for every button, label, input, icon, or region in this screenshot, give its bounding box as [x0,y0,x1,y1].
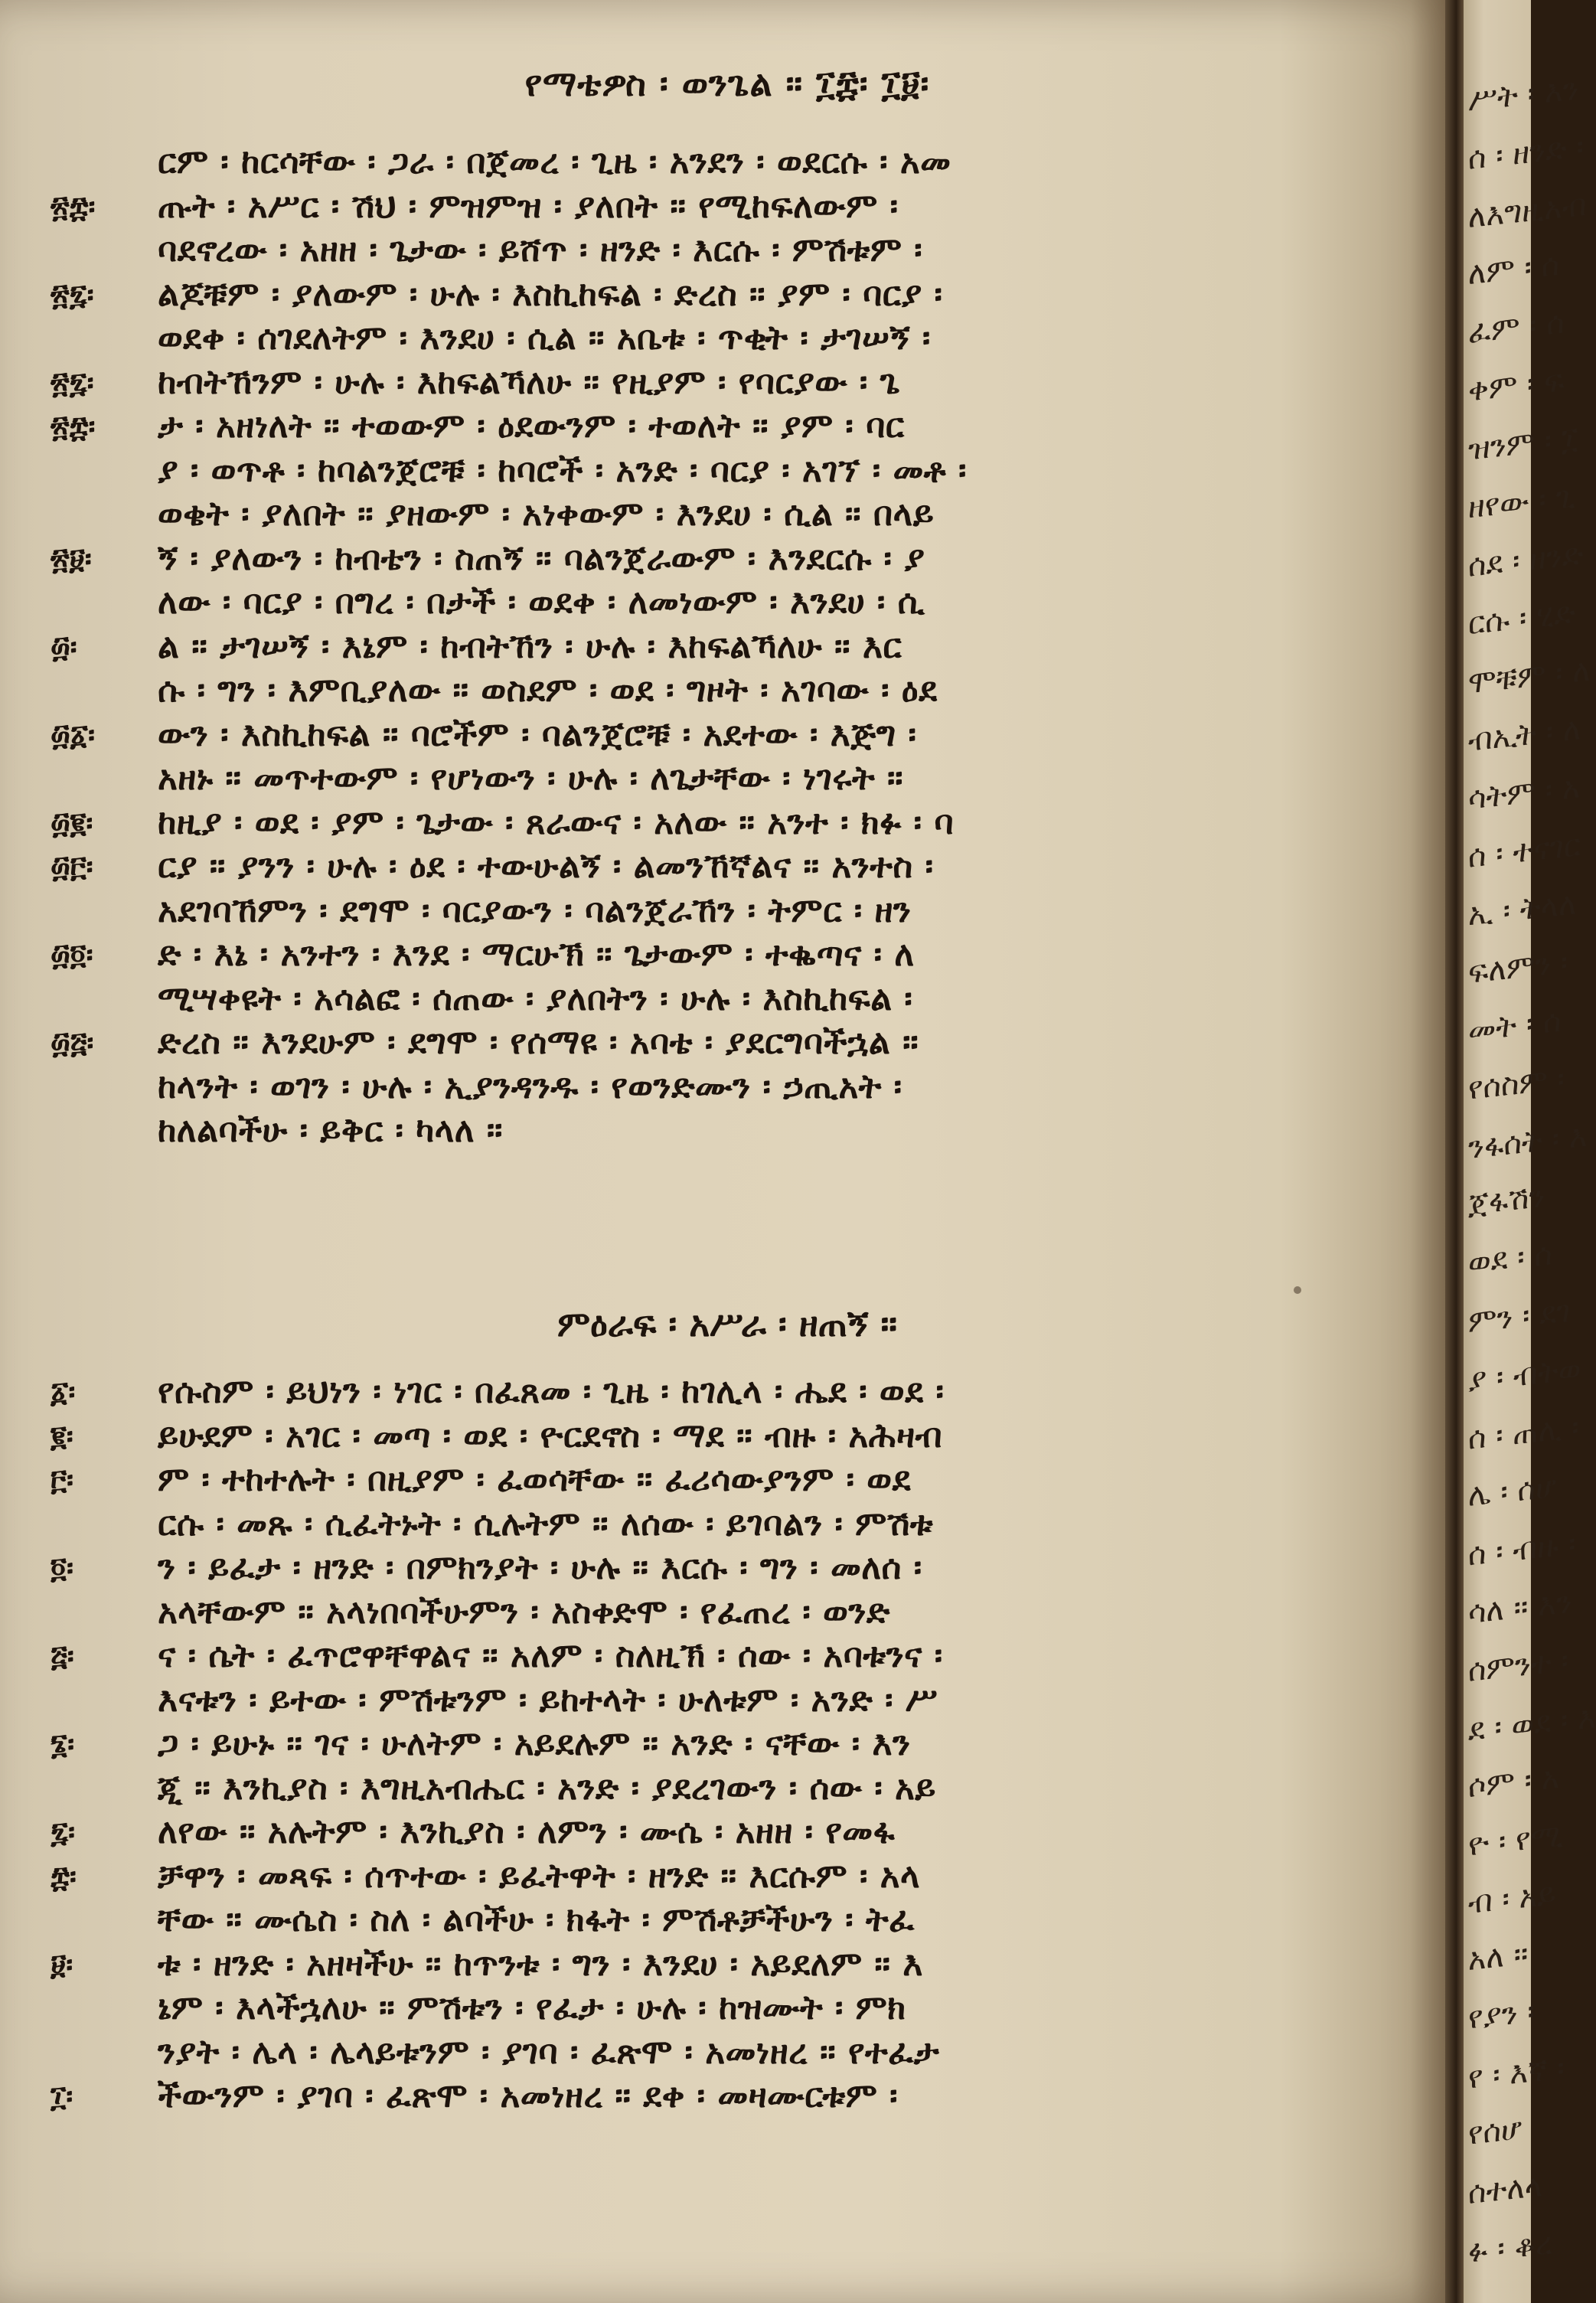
verse-number: ፳፯፡ [51,277,94,312]
text-line: ለየው ። አሉትም ፡ እንኪያስ ፡ ለምን ፡ ሙሴ ፡ አዘዘ ፡ የመፋ [158,1812,896,1851]
verse-number: ፫፡ [51,1463,73,1497]
verse-number: ፮፡ [51,1727,75,1761]
next-page-text-fragment: ኢ ፡ ትላለ [1468,886,1577,933]
next-page-text-fragment: ምን ፡ ደገ [1468,1293,1571,1341]
verse-number: ፲፡ [51,2079,73,2113]
text-line: ንያት ፡ ሌላ ፡ ሌላይቱንም ፡ ያገባ ፡ ፈጽሞ ፡ አመነዘረ ። የተፈታ [158,2032,940,2072]
verse-number: ፳፰፡ [51,410,96,443]
verse-number: ፳፱፡ [51,541,92,576]
next-page-text-fragment: ሳለ ። እን [1468,1584,1572,1632]
text-line: ወደቀ ፡ ሰገደለትም ፡ እንደሀ ፡ ሲል ። አቤቱ ፡ ጥቂት ፡ ታገሠኝ ፡ [158,318,931,358]
verse-number: ፳፰፡ [51,189,96,224]
next-page-text-fragment: ሰደ ፡ ዘንድ [1468,537,1584,584]
next-page-text-fragment: ጀፋሽን [1468,1178,1545,1223]
next-page-text-fragment: ደ ፡ ወደ ፡ እ [1468,1700,1596,1749]
text-line: ሚሣቀዩት ፡ አሳልፎ ፡ ሰጠው ፡ ያለበትን ፡ ሁሉ ፡ እስኪከፍል ፡ [158,978,913,1018]
next-page-text-fragment: ሰምንተ ፡ [1468,1643,1568,1689]
verse-number: ፳፯፡ [51,365,94,400]
next-page-text-fragment: ሳትም ፡ አ [1468,769,1581,817]
next-page-text-fragment: ሞቹም ፡ ለ [1468,652,1591,701]
text-line: ይሁደም ፡ አገር ፡ መጣ ፡ ወደ ፡ ዮርደኖስ ፡ ማደ ። ብዙ ፡ አሕዛብ [158,1416,943,1455]
verse-number: ፩፡ [51,1375,76,1409]
book-gutter [1445,0,1465,2303]
next-page-text-fragment: የያን ፡ [1468,1994,1535,2037]
next-page-text-fragment: ሰ ፡ ተናገር [1468,828,1581,875]
next-page-text-fragment: ሰተለላ [1468,2167,1543,2212]
text-line: ጡት ፡ አሥር ፡ ሽህ ፡ ምዝምዝ ፡ ያለበት ። የሚከፍለውም ፡ [158,186,899,226]
next-page-text-fragment: ሰ ፡ ብዙ ፡ [1468,1526,1576,1573]
text-line: የሱስም ፡ ይህነን ፡ ነገር ፡ በፈጸመ ፡ ጊዜ ፡ ከገሊላ ፡ ሔደ ፡ ወደ ፡ [158,1372,945,1411]
next-page-text-fragment: ሰ ፡ ጠሊ ፡ [1468,1410,1579,1457]
next-page-text-fragment: ፈም ፡ ሰ [1468,305,1565,351]
next-page-text-fragment: ዝንም ፡ ፲ [1468,420,1578,468]
text-line: ርያ ። ያንን ፡ ሁሉ ፡ ዕደ ፡ ተውሁልኝ ፡ ልመንኸኛልና ። አንተስ ፡ [158,847,934,886]
next-page-text-fragment: ወደ ፡ ሰ [1468,1236,1552,1281]
text-line: ርም ፡ ከርሳቸው ፡ ጋራ ፡ በጀመረ ፡ ጊዜ ፡ አንደን ፡ ወደርሱ ፡ አመ [158,142,951,181]
text-line: ከብትኸንም ፡ ሁሉ ፡ እከፍልኻለሁ ። የዚያም ፡ የባርያው ፡ ጌ [158,362,901,402]
text-line: ቸው ። ሙሴስ ፡ ስለ ፡ ልባችሁ ፡ ክፋት ፡ ምሽቶቻችሁን ፡ ትፈ [158,1900,915,1939]
text-line: ቱ ፡ ዘንድ ፡ አዘዛችሁ ። ከጥንቱ ፡ ግን ፡ እንደሀ ፡ አይደለም ። እ [158,1944,923,1984]
next-page-text-fragment: ፍለምን ፡ [1468,945,1568,991]
next-page-text-fragment: ሶም ፡ አ [1468,1759,1560,1805]
next-page-text-fragment: ሌ ፡ ሰሆ [1468,1468,1557,1514]
next-page-text-fragment: ሥት ፡ እን [1468,71,1579,119]
text-line: ከላንት ፡ ወገን ፡ ሁሉ ፡ ኢያንዳንዱ ፡ የወንድሙን ፡ ኃጢአት ፡ [158,1067,902,1106]
verse-number: ፴፫፡ [51,850,93,884]
text-line: ልጆቹም ፡ ያለውም ፡ ሁሉ ፡ እስኪከፍል ፡ ድረስ ። ያም ፡ ባርያ ፡ [158,274,943,314]
next-page-text-fragment: መት ፡ ሰ [1468,1003,1562,1049]
next-page-text-fragment: ንፋሰት ፡ እ [1468,1118,1588,1167]
text-line: ል ። ታገሠኝ ፡ እኔም ፡ ከብትኸን ፡ ሁሉ ፡ እከፍልኻለሁ ። እር [158,626,902,666]
text-line: ጋ ፡ ይሁኑ ። ገና ፡ ሁለትም ፡ አይደሉም ። አንድ ፡ ናቸው ፡ እን [158,1724,911,1763]
next-page-text-fragment: ዘየው ፡ ጊ [1468,479,1576,526]
verse-number: ፴፬፡ [51,938,93,972]
verse-number: ፴፩፡ [51,717,96,752]
next-page-text-fragment: ብ ፡ አይ [1468,1876,1556,1922]
next-page-edge [1464,0,1596,2303]
text-line: ጂ ። እንኪያስ ፡ እግዚአብሔር ፡ አንድ ፡ ያደረገውን ፡ ሰው ፡ አይ [158,1768,936,1808]
verse-number: ፴፪፡ [51,805,93,840]
text-line: ኔም ፡ እላችኋለሁ ። ምሽቱን ፡ የፈታ ፡ ሁሉ ፡ ከዝሙት ፡ ምክ [158,1988,906,2027]
text-line: ለው ፡ ባርያ ፡ በግረ ፡ በታች ፡ ወደቀ ፡ ለመነውም ፡ እንደሀ ፡ ሲ [158,583,925,622]
text-line: አዘኑ ። መጥተውም ፡ የሆነውን ፡ ሁሉ ፡ ለጌታቸው ፡ ነገሩት ። [158,759,904,798]
text-line: ከዚያ ፡ ወደ ፡ ያም ፡ ጌታው ፡ ጸራውና ፡ አለው ። አንተ ፡ ክፉ ፡ ባ [158,802,955,842]
text-line: ድረስ ። እንደሁም ፡ ደግሞ ፡ የሰማዩ ፡ አባቴ ፡ ያደርግባችኋል ። [158,1023,919,1062]
text-line: አላቸውም ። አላነበባችሁምን ፡ አስቀድሞ ፡ የፈጠረ ፡ ወንድ [158,1592,890,1632]
next-page-text-fragment: የሰሆ [1468,2111,1523,2152]
next-page-text-fragment: የሰስም ፡ [1468,1061,1565,1107]
verse-number: ፰፡ [51,1859,77,1893]
text-line: ም ፡ ተከተሉት ፡ በዚያም ፡ ፈወሳቸው ። ፈሪሳውያንም ፡ ወደ [158,1460,911,1499]
next-page-text-fragment: ለእግዚአብ [1468,187,1587,236]
verse-number: ፬፡ [51,1551,73,1585]
verse-number: ፪፡ [51,1419,73,1453]
text-line: ኝ ፡ ያለውን ፡ ከብቴን ፡ ስጠኝ ። ባልንጀራውም ፡ እንደርሱ ፡ ያ [158,538,925,578]
next-page-text-fragment: ብኢት ፡ ለ [1468,711,1581,759]
text-line: ውን ፡ እስኪከፍል ። ባሮችም ፡ ባልንጀሮቹ ፡ አደተው ፡ እጅግ ፡ [158,714,917,754]
text-line: ን ፡ ይፈታ ፡ ዘንድ ፡ በምክንያት ፡ ሁሉ ። እርሱ ፡ ግን ፡ መለሰ ፡ [158,1548,922,1587]
verse-number: ፴፭፡ [51,1026,94,1060]
running-header: የማቴዎስ ፡ ወንጌል ። ፲፰፡ ፲፱፡ [524,63,930,104]
text-line: ከለልባችሁ ፡ ይቅር ፡ ካላለ ። [158,1111,503,1150]
next-page-text-fragment: አለ ። [1468,1936,1529,1978]
next-page-text-fragment: ዮ ፡ የሚ [1468,1818,1564,1864]
text-line: ያ ፡ ወጥቶ ፡ ከባልንጀሮቹ ፡ ከባሮች ፡ አንድ ፡ ባርያ ፡ አገኘ ፡ መቶ ፡ [158,450,967,490]
next-page-text-fragment: ርሱ ፡ ሂድ [1468,595,1575,642]
text-line: አደገባኸምን ፡ ደግሞ ፡ ባርያውን ፡ ባልንጀራኸን ፡ ትምር ፡ ዘን [158,890,912,930]
text-line: ርሱ ፡ መጹ ፡ ሲፈትኑት ፡ ሲሉትም ። ለሰው ፡ ይገባልን ፡ ምሽቱ [158,1504,934,1544]
text-line: እናቱን ፡ ይተው ፡ ምሽቱንም ፡ ይከተላት ፡ ሁለቱም ፡ አንድ ፡ ሥ [158,1680,938,1720]
text-line: ድ ፡ እኔ ፡ አንተን ፡ እንደ ፡ ማርሁኽ ። ጌታውም ፡ ተቈጣና ፡ ለ [158,935,915,974]
ink-mark [1294,1286,1301,1294]
text-line: ቻዋን ፡ መጻፍ ፡ ሰጥተው ፡ ይፈትዋት ፡ ዘንድ ። እርሱም ፡ አላ [158,1856,921,1896]
text-line: ሱ ፡ ግን ፡ እምቢያለው ። ወስደም ፡ ወደ ፡ ግዞት ፡ አገባው ፡ ዕደ [158,671,938,710]
next-page-text-fragment: ሰ ፡ ዘንድ ፡ [1468,129,1584,177]
text-line: ና ፡ ሴት ፡ ፈጥሮዋቸዋልና ። አለም ፡ ስለዚኽ ፡ ሰው ፡ አባቱንና ፡ [158,1636,943,1675]
text-line: ችውንም ፡ ያገባ ፡ ፈጽሞ ፡ አመነዘረ ። ደቀ ፡ መዛሙርቱም ፡ [158,2076,899,2115]
chapter-heading: ምዕራፍ ፡ አሥራ ፡ ዘጠኝ ። [557,1303,897,1344]
next-page-text-fragment: ፉ ፡ ቆረ [1468,2226,1553,2270]
next-page-text-fragment: ለም ፡ ሰ [1468,247,1560,292]
verse-number: ፴፡ [51,629,77,664]
text-line: ታ ፡ አዘነለት ። ተወውም ፡ ዕደውንም ፡ ተወለት ። ያም ፡ ባር [158,407,905,446]
verse-number: ፭፡ [51,1639,74,1673]
verse-number: ፯፡ [51,1815,75,1849]
next-page-text-fragment: የ ፡ እኛ ፡ [1468,2050,1565,2096]
next-page-text-fragment: ያ ፡ ብትወ [1468,1351,1581,1399]
text-line: ወቄት ፡ ያለበት ። ያዘውም ፡ አነቀውም ፡ እንደሀ ፡ ሲል ። በላይ [158,495,935,534]
verse-number: ፱፡ [51,1947,73,1981]
next-page-text-fragment: ቀም ፡ ፍ [1468,363,1565,409]
text-line: ባደኖረው ፡ አዘዘ ፡ ጌታው ፡ ይሸጥ ፡ ዘንድ ፡ እርሱ ፡ ምሽቱም ፡ [158,230,923,270]
